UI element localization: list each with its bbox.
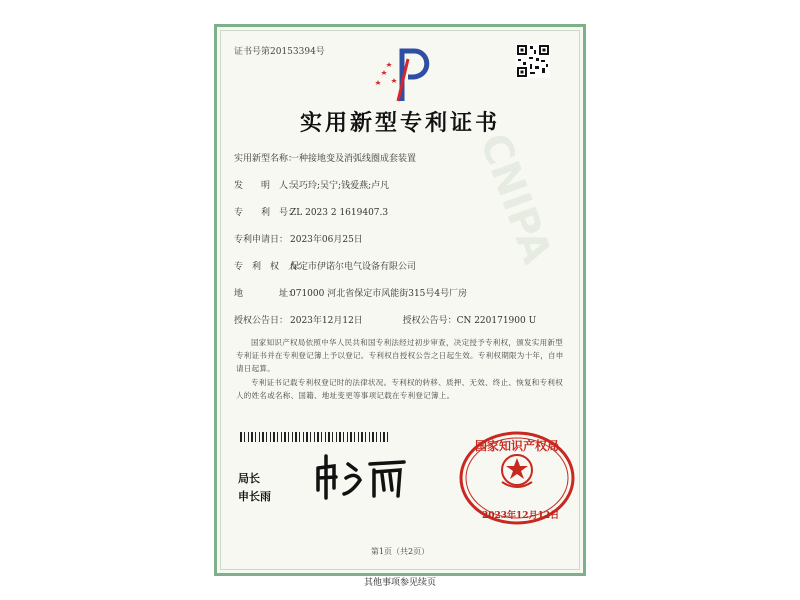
cnipa-logo xyxy=(368,45,436,103)
barcode xyxy=(240,432,390,442)
certificate-number: 证书号第20153394号 xyxy=(234,47,325,57)
legal-status-paragraph: 专利证书记载专利权登记时的法律状况。专利权的转移、质押、无效、终止、恢复和专利权人的姓名或名称、国籍、地址变更等事项记载在专利登记簿上。 xyxy=(236,378,563,400)
svg-text:国家知识产权局: 国家知识产权局 xyxy=(474,439,560,453)
field-application-date: 专利申请日： 2023年06月25日 xyxy=(234,235,363,245)
field-inventors: 发 明 人：吴巧玲;吴宁;钱爱燕;卢凡 xyxy=(234,181,390,191)
field-grant-date: 授权公告日： 2023年12月12日 授权公告号：CN 220171900 U xyxy=(234,316,537,326)
page-number: 第1页（共2页） xyxy=(370,547,430,556)
official-title: 局长 xyxy=(238,472,260,485)
director-signature xyxy=(312,450,422,502)
watermark-text: CNIPA xyxy=(470,127,560,270)
field-address: 地 址：071000 河北省保定市风能街315号4号厂房 xyxy=(234,289,468,299)
qr-code xyxy=(516,44,550,78)
footer-note: 其他事项参见续页 xyxy=(363,578,436,588)
grant-paragraph: 国家知识产权局依照中华人民共和国专利法经过初步审查，决定授予专利权，颁发实用新型专利证书并在专利登记簿上予以登记。专利权自授权公告之日起生效。专利权期限为十年，自申请日起算。 xyxy=(236,338,564,373)
field-patent-number: 专 利 号：ZL 2023 2 1619407.3 xyxy=(234,208,389,218)
seal-date: 2023年12月12日 xyxy=(482,511,560,521)
field-patentee: 专 利 权 人：保定市伊诺尔电气设备有限公司 xyxy=(234,262,417,272)
certificate-title: 实用新型专利证书 xyxy=(299,111,500,136)
official-name: 申长雨 xyxy=(238,490,271,503)
field-utility-name: 实用新型名称：一种接地变及消弧线圈成套装置 xyxy=(234,154,417,164)
